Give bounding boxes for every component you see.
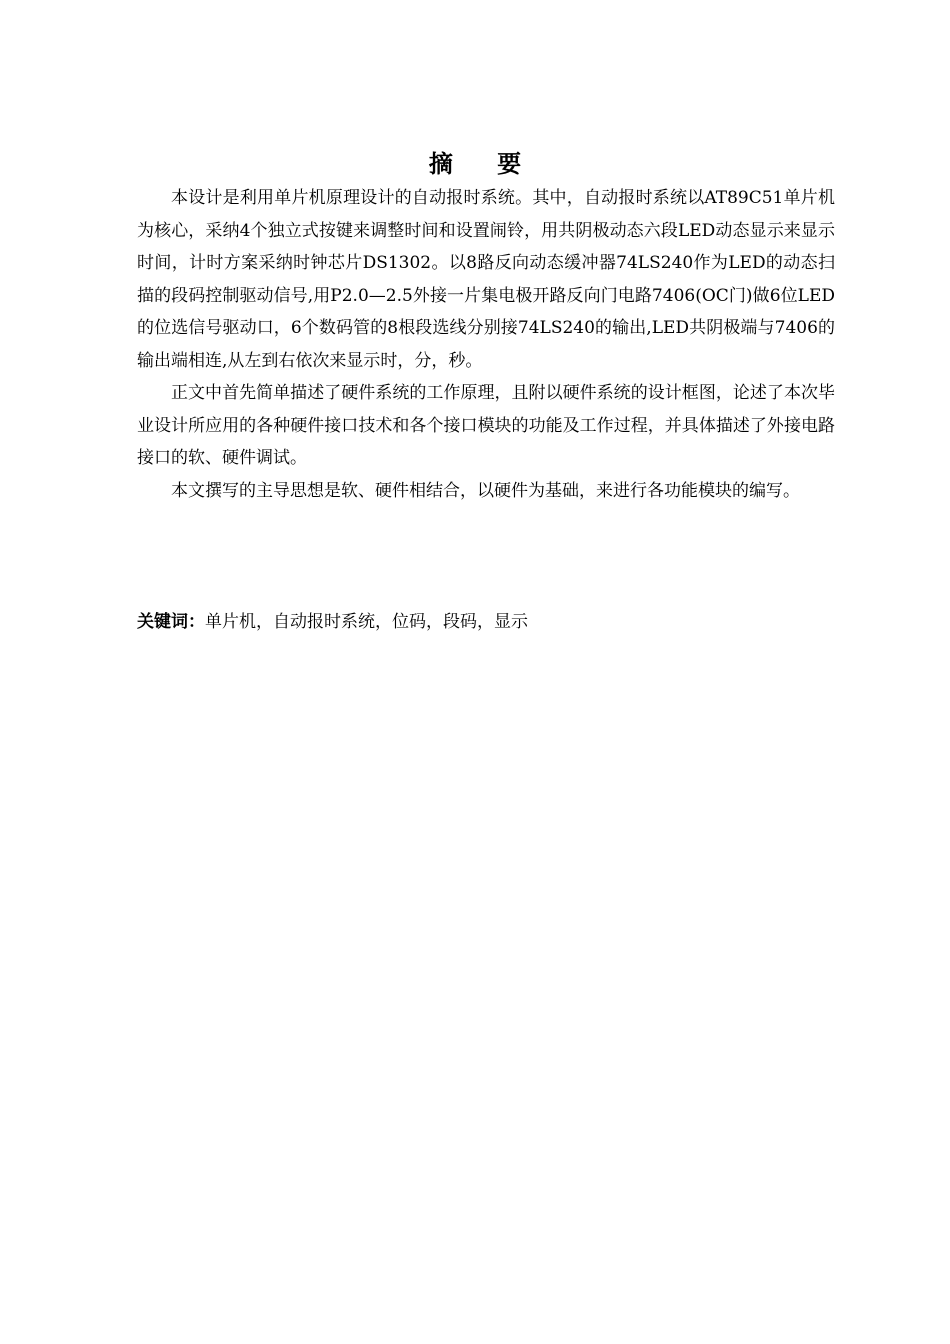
abstract-paragraph-2: 正文中首先简单描述了硬件系统的工作原理，且附以硬件系统的设计框图，论述了本次毕业设计所应用的各种硬件接口技术和各个接口模块的功能及工作过程，并具体描述了外接电路接口的软、硬件调试。: [137, 383, 835, 468]
keywords-label: 关键词：: [137, 612, 205, 632]
keywords-text: 单片机，自动报时系统，位码，段码，显示: [205, 612, 528, 632]
abstract-body: [137, 182, 835, 507]
abstract-title: 摘 要: [428, 149, 540, 178]
abstract-paragraph-3: 本文撰写的主导思想是软、硬件相结合，以硬件为基础，来进行各功能模块的编写。: [171, 480, 800, 501]
abstract-paragraph-1: 本设计是利用单片机原理设计的自动报时系统。其中，自动报时系统以AT89C51单片机为核心，采纳4个独立式按键来调整时间和设置闹铃，用共阴极动态六段LED动态显示来显示时间，计时方案采纳时钟芯片DS1302。以8路反向动态缓冲器74LS240作为LED的动态扫描的段码控制驱动信号,用P2.0—2.5外接一片集电极开路反向门电路7406(OC门)做6位LED的位选信号驱动口，6个数码管的8根段选线分别接74LS240的输出,LED共阴极端与7406的输出端相连,从左到右依次来显示时，分，秒。: [137, 188, 835, 371]
keywords-line: [137, 608, 835, 636]
